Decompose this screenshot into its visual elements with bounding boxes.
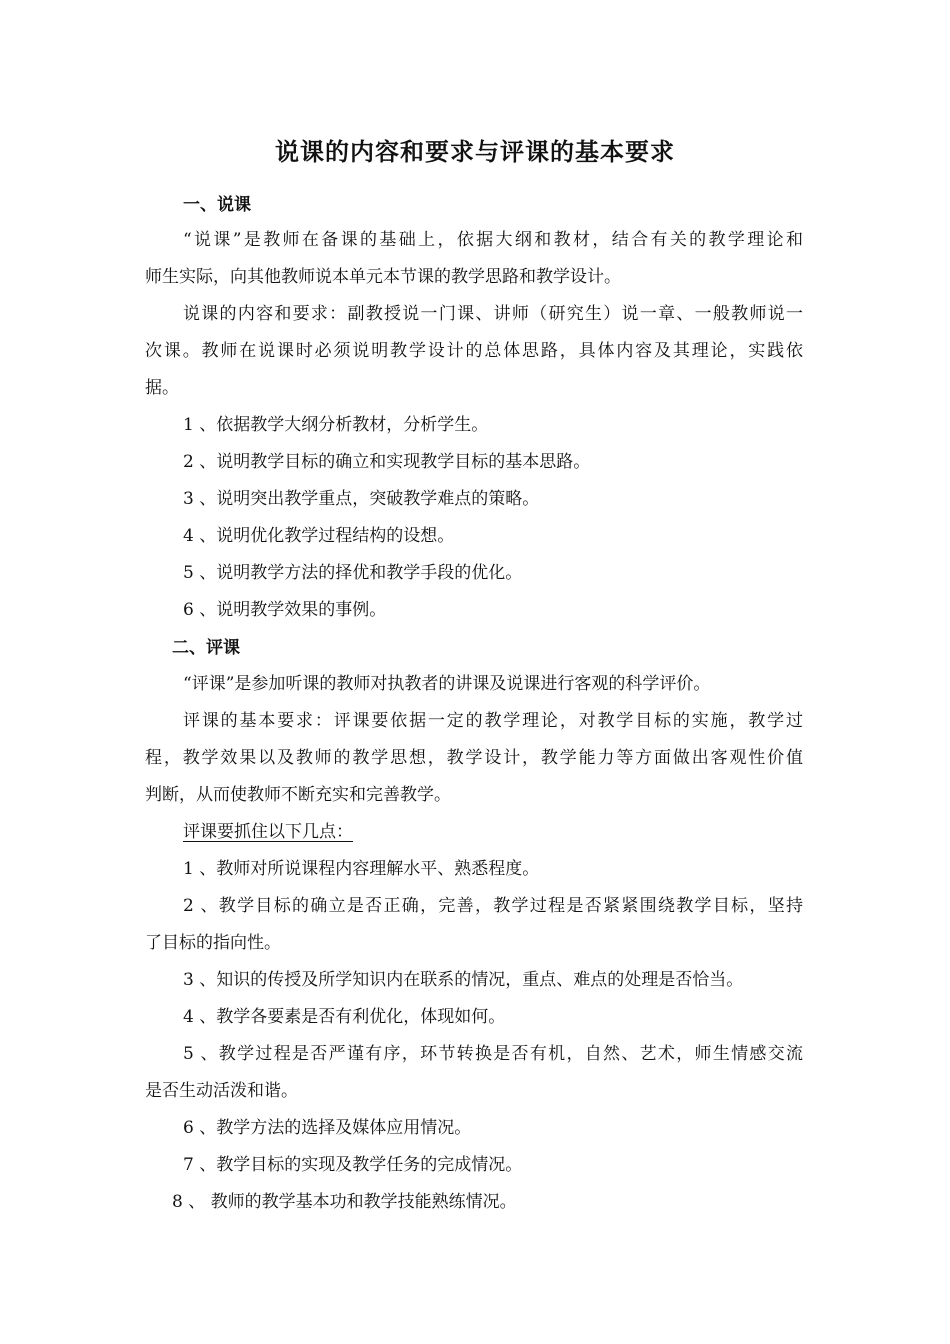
list-item: 2 、教学目标的确立是否正确，完善，教学过程是否紧紧围绕教学目标，坚持 <box>183 896 803 916</box>
list-item: 3 、说明突出教学重点，突破教学难点的策略。 <box>183 489 540 509</box>
list-item: 2 、说明教学目标的确立和实现教学目标的基本思路。 <box>183 452 591 472</box>
list-item: 4 、教学各要素是否有利优化，体现如何。 <box>183 1007 506 1027</box>
section-heading-shuoke: 一、说课 <box>183 195 251 215</box>
list-item: 6 、教学方法的选择及媒体应用情况。 <box>183 1118 472 1138</box>
paragraph-line: 据。 <box>145 378 179 398</box>
list-item-continuation: 了目标的指向性。 <box>145 933 281 953</box>
section-heading-pingke: 二、评课 <box>172 638 240 658</box>
list-item: 3 、知识的传授及所学知识内在联系的情况，重点、难点的处理是否恰当。 <box>183 970 744 990</box>
list-item: 5 、说明教学方法的择优和教学手段的优化。 <box>183 563 523 583</box>
paragraph-line: “评课”是参加听课的教师对执教者的讲课及说课进行客观的科学评价。 <box>183 674 711 694</box>
list-item: 5 、教学过程是否严谨有序，环节转换是否有机，自然、艺术，师生情感交流 <box>183 1044 803 1064</box>
list-item: 1 、依据教学大纲分析教材，分析学生。 <box>183 415 489 435</box>
document-title: 说课的内容和要求与评课的基本要求 <box>275 137 675 166</box>
list-item: 6 、说明教学效果的事例。 <box>183 600 387 620</box>
list-item-continuation: 是否生动活泼和谐。 <box>145 1081 298 1101</box>
list-item: 1 、教师对所说课程内容理解水平、熟悉程度。 <box>183 859 540 879</box>
paragraph-line: 说课的内容和要求：副教授说一门课、讲师（研究生）说一章、一般教师说一 <box>183 304 803 324</box>
paragraph-line: 评课的基本要求：评课要依据一定的教学理论，对教学目标的实施，教学过 <box>183 711 803 731</box>
paragraph-line: “说课”是教师在备课的基础上，依据大纲和教材，结合有关的教学理论和 <box>183 230 803 250</box>
list-item: 4 、说明优化教学过程结构的设想。 <box>183 526 455 546</box>
paragraph-line: 师生实际，向其他教师说本单元本节课的教学思路和教学设计。 <box>145 267 621 287</box>
paragraph-line: 判断，从而使教师不断充实和完善教学。 <box>145 785 451 805</box>
list-item: 7 、教学目标的实现及教学任务的完成情况。 <box>183 1155 523 1175</box>
paragraph-line: 程，教学效果以及教师的教学思想，教学设计，教学能力等方面做出客观性价值 <box>145 748 803 768</box>
points-intro: 评课要抓住以下几点： <box>183 822 353 842</box>
list-item: 8 、 教师的教学基本功和教学技能熟练情况。 <box>172 1192 517 1212</box>
paragraph-line: 次课。教师在说课时必须说明教学设计的总体思路，具体内容及其理论，实践依 <box>145 341 803 361</box>
